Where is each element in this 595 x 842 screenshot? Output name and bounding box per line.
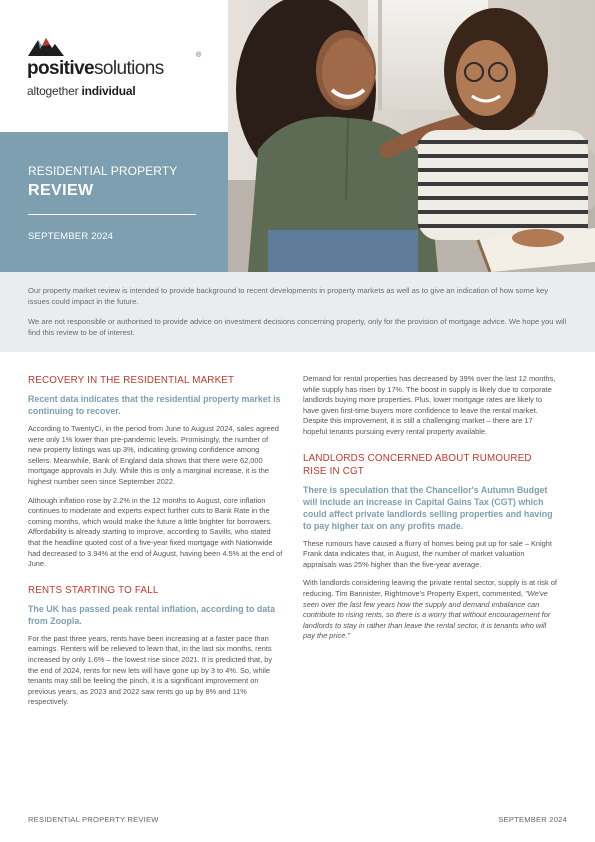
cover-header	[0, 0, 595, 272]
section-heading-rents: RENTS STARTING TO FALL	[28, 584, 159, 596]
cover-photo-illustration	[228, 0, 595, 272]
section-lead-rents: The UK has passed peak rental inflation, according to data from Zoopla.	[28, 603, 276, 626]
title-divider	[28, 214, 196, 215]
section-lead-recovery: Recent data indicates that the residential property market is continuing to recover.	[28, 394, 281, 416]
recovery-paragraph-1: According to TwentyCi, in the period from June to August 2024, sales agreed were only 1% lower than pre-pandemic levels. Promisingly, the number of new property listings was up 3%, indicating growing confidence among sellers. Meanwhile, Bank of England data shows that there were 62,000 mortgage approvals in July. While this is only a marginal increase, it is the highest number seen since September 2022.	[28, 424, 279, 486]
document-date: SEPTEMBER 2024	[28, 231, 114, 242]
registered-mark: ®	[196, 52, 202, 59]
footer-date: SEPTEMBER 2024	[498, 815, 567, 824]
brand-name-light: solutions	[94, 58, 164, 79]
brand-tagline	[27, 84, 136, 98]
document-title-line1: RESIDENTIAL PROPERTY	[28, 164, 178, 178]
section-heading-recovery: RECOVERY IN THE RESIDENTIAL MARKET	[28, 375, 235, 386]
intro-band	[0, 272, 595, 352]
right-column	[303, 374, 558, 650]
rents-paragraph-2: Demand for rental properties has decreased by 39% over the last 12 months, while supply has risen by 17%. The boost in supply is likely due to corporate landlords buying more properties. Plus, lower mortgage rates are likely to have given first-time buyers more confidence to leave the rental market. Despite this improvement, it is still a challenging market – there are 17 hopeful tenants pursuing every rental property available.	[303, 374, 556, 436]
section-heading-cgt: LANDLORDS CONCERNED ABOUT RUMOURED RISE IN CGT	[303, 452, 532, 477]
document-title-line2: REVIEW	[28, 182, 94, 199]
intro-paragraph-1: Our property market review is intended to provide background to recent developments in property markets as well as to give an indication of how some key issues could impact in the future.	[28, 286, 549, 306]
footer-title: RESIDENTIAL PROPERTY REVIEW	[28, 815, 159, 824]
left-column	[28, 374, 283, 716]
title-panel	[0, 132, 228, 272]
tagline-light: altogether	[27, 84, 82, 98]
brand-logo-icon	[28, 36, 64, 56]
rents-paragraph-1: For the past three years, rents have been increasing at a faster pace than earnings. Renters will be relieved to learn that, in the last six months, rents increased by only 1.6% – the lowest rise since 2021. It is predicted that, by the end of 2024, rents for new lets will have gone up by 3 to 4%. So, while tenants may still be feeling the pinch, it is a significant improvement on previous years, as 2023 and 2022 saw rents go up by 8% and 11% respectively.	[28, 633, 273, 707]
brand-name	[27, 58, 164, 80]
cover-photo	[228, 0, 595, 272]
cgt-paragraph-2	[303, 578, 558, 642]
cgt-quote: "We've seen over the last few years how the supply and demand imbalance can contribute to rising rents, so there is a worry that without encouragement for landlords to stay in rather than leave the rental sector, it is tenants who will pay the price."	[303, 588, 551, 641]
logo-area	[0, 0, 228, 132]
brand-name-bold: positive	[27, 58, 94, 79]
recovery-paragraph-2: Although inflation rose by 2.2% in the 12 months to August, core inflation continues to moderate and experts expect further cuts to Bank Rate in the coming months, which would make the future a little brighter for borrowers. Affordability is already starting to improve, according to Savills, who stated that the headline quoted cost of a five-year fixed mortgage with Nationwide had decreased to 3.94% at the end of August, having been 4.5% at the end of June.	[28, 495, 283, 569]
tagline-bold: individual	[81, 84, 136, 98]
cgt-paragraph-2-text: With landlords considering leaving the private rental sector, supply is at risk of reducing. Tim Bannister, Rightmove's Property Expert, commented,	[303, 578, 557, 598]
intro-paragraph-2: We are not responsible or authorised to provide advice on investment decisions concerning property, only for the provision of mortgage advice. We hope you will find this review to be of interest.	[28, 317, 567, 337]
cgt-paragraph-1: These rumours have caused a flurry of homes being put up for sale – Knight Frank data indicates that, in August, the number of market valuation appraisals was 25% higher than the five-year average.	[303, 538, 552, 569]
section-lead-cgt: There is speculation that the Chancellor's Autumn Budget will include an increase in Capital Gains Tax (CGT) which could affect private landlords selling properties and having to pay higher tax on any profits made.	[303, 484, 553, 531]
